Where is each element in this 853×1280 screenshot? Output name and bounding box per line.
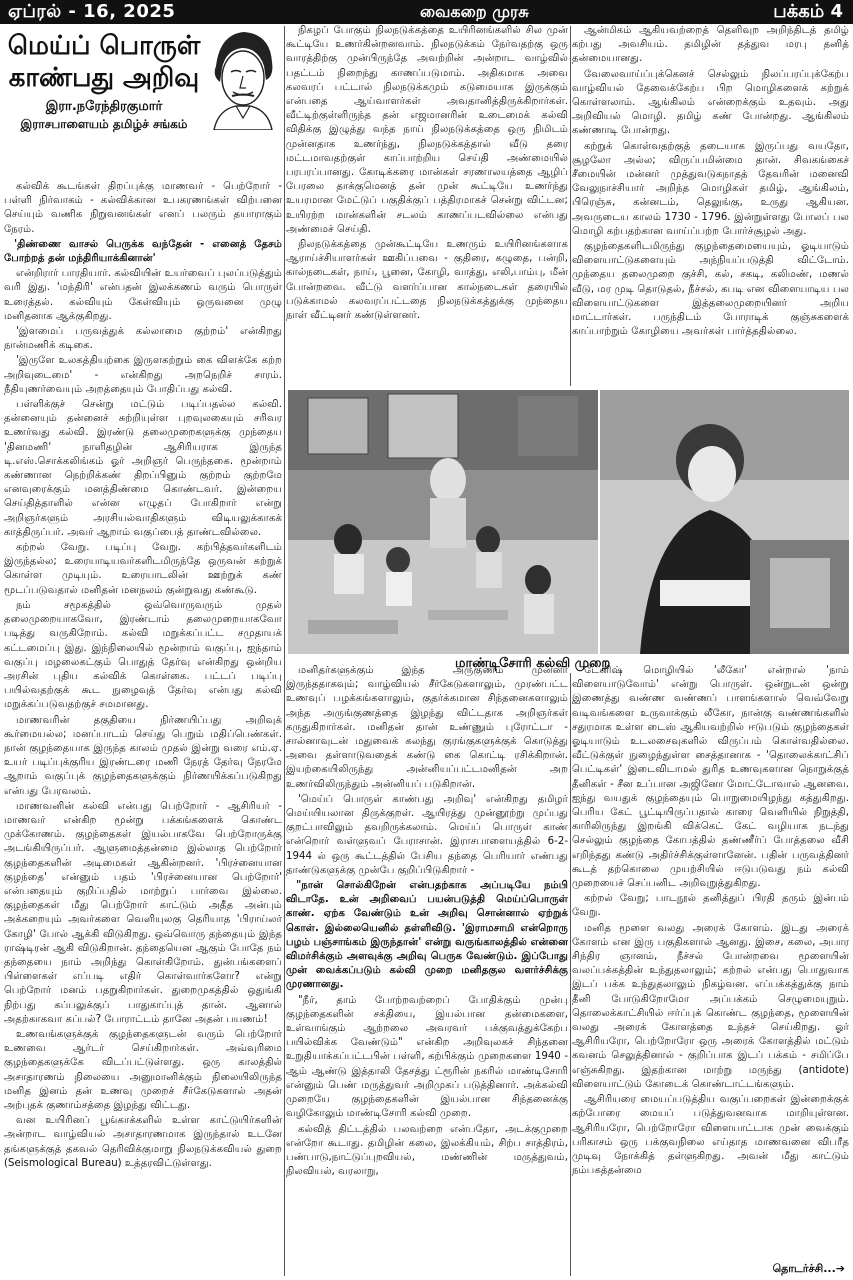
author-name: இரா.நரேந்திரகுமார்: [45, 99, 163, 114]
article-title-block: [4, 26, 282, 178]
issue-date: ஏப்ரல் - 16, 2025: [8, 0, 176, 22]
paragraph: கற்றல் வேறு; பாடநூல் தனித்துப் பிரதி தரும் இன்பம் வேறு.: [572, 893, 849, 919]
author-portrait-sketch: [206, 26, 280, 130]
paragraph: என்றிரார் பாரதியார். கல்வியின் உயர்வைப் புலப்படுத்தும் வரி இது. 'மந்திரி' என்பதன் இலக்கணம் வரும் பொருள் உரைத்தல். கல்வியும் கேள்வியும் ஒருவனை முழு மனிதனாக ஆக்குகிறது.: [4, 268, 282, 322]
newspaper-name: வைகறை முரசு: [419, 1, 529, 21]
article-title: [4, 30, 204, 132]
paragraph: ஆசிரியரை மையப்படுத்திய வகுப்பறைகள் இன்றைக்குக் கற்போரை மையப் படுத்துவனவாக மாறியுள்ளன. ஆசிரியரோ, பெற்றோரோ விளையாட்டாக முன் வைக்கும் பரிகாசம் ஒரு பக்குவநிலை எய்தாத மாணவனை விபரீத முடிவு நோக்கித் தள்ளுகிறது. அவன் மீது காட்டும் நம்பகத்தன்மை: [572, 1094, 849, 1177]
quote: "நான் சொல்கிறேன் என்பதற்காக அப்படியே நம்பி விடாதே. உன் அறிவைப் பயன்படுத்தி மெய்ப்பொருள் காண். ஏற்க வேண்டும் உன் அறிவு சொன்னால் ஏற்றுக் கொள். இல்லையெனில் தள்ளிவிடு. 'இராமசாமி என்றொரு பழம் பஞ்சாங்கம் இருந்தான்' என்று வருங்காலத்தில் என்னை விமர்சிக்கும் அளவுக்கு அறிவு பெருக வேண்டும். இப்போது முன் வைக்கப்படும் கல்வி முறை மனிதகுல வளர்ச்சிக்கு முரணானது.: [286, 880, 568, 991]
paragraph: குழந்தைகளிடமிருந்து குழந்தைமையையும், ஓடியாடும் விளையாட்டுகளையும் அந்நியப்படுத்தி விட்டோம். முந்தைய தலைமுறை குச்சி, கல், சகடி, கலிமண், மணல் வீடு, மர முடி தொடுதல், நீச்சல், கபடி என விளையாடிய பல விளையாட்டுகளை இத்தலைமுறையினர் அறிய மாட்டார்கள். பருந்திடம் போராடிக் குஞ்சுகளைக் காப்பாற்றும் கோழியை அவர்கள் பார்த்ததில்லை.: [572, 241, 849, 338]
paragraph: "நீர், தாம் போற்றவற்றைப் போதிக்கும் முன்பு குழந்தைகளின் சக்தியை, இயல்பான தன்மைகளை, உள்வாங்கும் ஆற்றலை அவரவர் பக்குவத்துக்கேற்ப பயில்விக்க வேண்டும்" என்கிற அறிவுலகச் சிந்தனை உறுதியாக்கப்பட்டபின் பள்ளி, கற்பிக்கும் முறைகளை 1940 - ஆம் ஆண்டு இத்தாலி தேசத்து ட்ரூரின் நகரில் மாண்டிசோரி என்னும் பெண் மருத்துவர் அறிமுகப் படுத்தினார். அக்கல்வி முறையே குழந்தைகளின் இயல்பான சிந்தனைக்கு வழிகோலும் மாண்டிசோரி கல்வி முறை.: [286, 994, 568, 1120]
title-line-2: காண்பது அறிவு: [8, 63, 200, 93]
article-column-5: [572, 664, 849, 1276]
maria-montessori-portrait-photo: [600, 390, 849, 654]
paragraph: கல்வித் திட்டத்தில் பலவற்றை என்பதோ, அடக்குமுறை என்றோ கூடாது. தமிழின் கலை, இலக்கியம், சிற்ப சாத்திரம், பண்பாடு,நாட்டுப்புறவியல், மண்ணின் மருத்துவம், நிலவியல், வரலாறு,: [286, 1123, 568, 1178]
article-column-1: [4, 180, 282, 1275]
paragraph: மாணவனின் கல்வி என்பது பெற்றோர் - ஆசிரியர் - மாணவர் என்கிற மூன்று பக்கங்களைக் கொண்ட முக்கோணம். குழந்தைகள் இயல்பாகவே பெற்றோருக்கு அடங்கியிருப்பர். ஆளுமைத்தன்மை இல்லாத பெற்றோர் குழந்தைகளின் அடிமைகள் ஆகின்றனர். 'பிரச்னையான குழந்தை' என்னும் பதம் 'பிரச்னையான பெற்றோர்' என்பதையும் குறிப்பதில் மாற்றுப் பார்வை இல்லை. குழந்தைகள் மீது பெற்றோர் காட்டும் அதீத அன்பும் அக்கறையும் அவர்களை வெளியுலகு தெரியாத 'பிராய்லர் கோழி' போல் ஆக்கி விடுகிறது. ஒவ்வொரு தந்தையும் இந்த ராஷ்டிரன் ஆகி விடுகிறான். தந்தையென ஆகும் போதே நம் தந்தையை நாம் அறிந்து கொள்கிறோம். துன்பங்களைப் பிள்ளைகள் எப்படி எதிர் கொள்வார்களோ? என்று பெற்றோர் மனம் பதறுகிறார்கள். துறைமுகத்தில் ஒதுங்கி நிற்பது கப்பலுக்குப் பாதுகாப்புத் தான். ஆனால் அதற்காகவா கப்பல்? போராட்டம் தானே அதன் பயணம்!: [4, 800, 282, 1025]
column-rule: [570, 664, 571, 1276]
paragraph: 'இளமைப் பருவத்துக் கல்லாமை குற்றம்' என்கிறது நான்மணிக் கடிகை.: [4, 326, 282, 352]
page-number: பக்கம் 4: [773, 0, 843, 22]
column-rule: [284, 26, 285, 1276]
paragraph: நிகழப் போகும் நிலநடுக்கத்தை உயிரினங்களில் சில முன் கூட்டியே உணர்கின்றனவாம். நிலநடுக்கம் நேர்வதற்கு ஒரு வாரத்திற்கு முன்பிருந்தே அவற்றின் அன்றாட வாழ்வில் பதட்டம் நிறைந்து காணப்படுமாம். அதிகமாக அவை கலவரப் பட்டால் நிலநடுக்கமும் கடுமையாக இருக்கும் என்பதை ஆய்வாளர்கள் அவதானித்திருக்கிறார்கள். வீட்டிற்குள்ளிருந்த தன் எஜமானரின் உடைமைக் கல்வி விதிக்கு இழுத்து வந்த நாய் நிலநடுக்கத்தை ஒரு நிமிடம் முன்னதாக உணர்ந்து, நிலநடுக்கத்தால் வீடு தரை மட்டமாவதற்குள் காப்பாற்றிய செய்தி அண்மையில் பரபரப்பானது. கோடிக்கரை மான்கள் சரணாலயத்தை ஆழிப் பேரலை தாக்குமெனத் தன் முன் கூட்டியே உணர்ந்து உயரமான மேட்டுப் பகுதிக்குப் பத்திரமாகச் சென்று விட்டன; உயிரற்ற மான்களின் சடலம் காணப்படவில்லை என்பது அண்மைச் செய்தி.: [286, 25, 568, 235]
montessori-classroom-photo: [288, 390, 598, 654]
paragraph: மாணவரின் தகுதியை நிர்ணயிப்பது அறிவுக் கூர்மையல்ல; மனப்பாடம் செய்து பெறும் மதிப்பெண்கள். நான் குழந்தையாக இருந்த காலம் முதல் இன்று வரை எம்.ஏ. உயர் படிப்புக்குரிய இரண்டரை மணி நேரத் தேர்வு நேரமே ஆறாம் வகுப்புக் குழந்தைகளுக்கும் நிர்ணயிக்கப்படுகிறது என்பது பேரவலம்.: [4, 714, 282, 797]
paragraph: நம் சமூகத்தில் ஒவ்வொருவரும் முதல் தலைமுறையாகவோ, இரண்டாம் தலைமுறையாகவோ படித்து வருகிறோம். கல்வி மறுக்கப்பட்ட சமுதாயக் கட்டமைப்பு இது. இந்நிலையில் மூன்றாம் வகுப்பு, ஐந்தாம் வகுப்பு மழலைகட்கும் பொதுத் தேர்வு என்கிறது ஒன்றிய அரசின் புதிய கல்விக் கொள்கை. பட்டப் படிப்பு பயில்வதற்குக் கூட நுழைவுத் தேர்வு என்பது கல்வி மறுக்கப்படுவதற்குச் சமமானது.: [4, 599, 282, 711]
paragraph: 'மெய்ப் பொருள் காண்பது அறிவு' என்கிறது தமிழர் மெய்யியலான திருக்குறள். ஆயிரத்து முன்னூற்று முப்பது குறட்பாவிலும் தவறிருக்கலாம். மெய்ப் பொருள் காண் என்றொர் வள்ளுவப் பேராசான். இராசபாளையத்தில் 6-2-1944 ல் ஒரு கூட்டத்தில் பேசிய தந்தை பெரியார் எண்பது தாண்டுகளுக்கு முன்பே குறிப்பிடுகிறார் -: [286, 793, 568, 876]
article-column-2: [286, 24, 568, 384]
paragraph: வேலைவாய்ப்புக்கெனச் செல்லும் நிலப்பரப்புக்கேற்ப வாழ்வியல் தேவைக்கேற்ப பிற மொழிகளைக் கற்றுக் கொள்ளலாம். ஆங்கிலம் என்றைக்கும் உதவும். அது அறிவியல் மொழி. தமிழ் கண் போன்றது. ஆங்கிலம் கண்ணாடி போன்றது.: [572, 68, 849, 137]
column-rule: [570, 26, 571, 386]
title-line-1: மெய்ப் பொருள்: [7, 31, 201, 61]
continued-link[interactable]: தொடர்ச்சி...➔: [772, 1262, 845, 1275]
paragraph: 'இருளே உலகத்தியற்கை இருளகற்றும் கை விளக்கே கற்ற அறிவுடைமை' - என்கிறது அறநெறிச் சாரம். நீதியுணர்வையும் அறத்தையும் போதிப்பது கல்வி.: [4, 355, 282, 395]
article-column-4: [286, 664, 568, 1276]
paragraph: ஆன்மிகம் ஆகியவற்றைத் தெளிவுற அறிந்திடத் தமிழ் கற்பது அவசியம். தமிழின் தத்துவ மரபு தனித் தன்மையானது.: [572, 25, 849, 65]
paragraph: உணவங்களுக்குக் குழந்தைகளுடன் வரும் பெற்றோர் உணவை ஆர்டர் செய்கிறார்கள். அவ்வுரிமை குழந்தைகளுக்கே விடப்பட்டுள்ளது. ஒரு காலத்தில் அசாதாரணம் நிலையை அனுமானிக்கும் நிலையிலிருந்த மனித இனம் தன் உணவு முறைச் சீர்கேடுகளால் அதன் அற்புதக் குணாம்சத்தை இழந்து விட்டது.: [4, 1028, 282, 1111]
page-header: [0, 0, 853, 24]
paragraph: கல்விக் கூடங்கள் திறப்புக்கு மாணவர் - பெற்றோர் - பள்ளி நிர்வாகம் - கல்விக்கான உபகரணங்கள் விற்பனை செய்யும் வணிக நிறுவனங்கள் எனப் பலரும் தயாராகும் நேரம்.: [4, 181, 282, 235]
paragraph: டேனிஷ் மொழியில் 'லீகோ' என்றால் 'நாம் விளையாடுவோம்' என்று பொருள். ஒன்றுடன் ஒன்று இணைத்து வண்ண வண்ணப் பாளங்களால் வெவ்வேறு வடிவங்களை உருவாக்கும் லீகோ, நான்கு வண்ணங்களில் சதுரமாக உள்ள டைஸ் ஆகியவற்றில் ஈடுபடும் குழந்தைகள் ஓடியாடும் உடலசைவுகளில் விருப்பம் கொள்வதில்லை. வீட்டுக்குள் நுழைந்துள்ள சைத்தானாக - 'தொலைக்காட்சிப் பெட்டிகள்' இடைவிடாமல் துரித உணவுகளான நொறுக்குத் தீனிகள் - சீன உப்பான அஜினோ மோட்டோவால் ஆனவை. ஐந்து வயதுக் குழந்தையும் பொறுமையிழந்து கத்துகிறது. பெரிய கேட் பூட்டியிருப்பதால் காரை வெளியில் நிறுத்தி, காரிலிருந்து இறங்கி விக்கெட் கேட் வழியாக நடந்து செல்லும் குழந்தை கோபத்தில் தண்ணீர்ப் போத்தலை வீசி எறிந்தது கண்டு அதிர்ச்சிக்குள்ளானேன். பதின் பருவத்தினர் கூடத் தற்கொலை முயற்சியில் ஈடுபடுவது நம் கல்வி முறையைச் செப்பனிட அறிவுறுத்துகிறது.: [572, 665, 849, 890]
paragraph: பள்ளிக்குச் சென்று மட்டும் படிப்பதல்ல கல்வி. தன்னையும் தன்னைச் சுற்றியுள்ள புறவுலகையும் சரிவர உணர்வது கல்வி. இரண்டு தலைமுறைகளுக்கு முந்தைய 'தினமணி' நாளிதழின் ஆசிரியராக இருந்த டி.எஸ்.சொக்கலிங்கம் ஓர் அறிஞர் பெருந்தகை. மூன்றாம் கண்ணான நெற்றிக்கண் திறப்பினும் குற்றம் குற்றமே எனவுரைக்கும் மனத்திண்மை கொண்டவர். இன்றைய செய்தித்தாளில் என்ன எழுதப் போகிறார் என்று அறிஞர்களும் அரசியல்வாதிகளும் விடியலுக்காகக் காத்திருப்பர். அவர் ஆறாம் வகுப்பைத் தாண்டவில்லை.: [4, 399, 282, 538]
paragraph: மனிதர்களுக்கும் இந்த அருகுணம் முன்னர் இருந்ததாகவும்; வாழ்வியல் சீர்கேடுகளாலும், முரண்பட்ட உணவுப் பழக்கங்களாலும், குதர்க்கமான சிந்தனைகளாலும் அந்த அருங்குணத்தை இழந்து விட்டதாக அறிஞர்கள் கருதுகிறார்கள். மனிதன் தான் உண்ணும் புரோட்டா - சால்னாவுடன் மதுவைக் கலந்து குரங்குகளுக்குக் கொடுத்து அவை தள்ளாடுவதைக் கண்டு கை கொட்டி ரசிக்கிறான். இயற்கையிலிருந்து அன்னியப்பட்டமனிதன் அற உணர்விலிருந்தும் அன்னியப் படுகிறான்.: [286, 665, 568, 790]
quote: 'திண்ணை வாசல் பெருக்க வந்தேன் - எனைத் தேசம் போற்றத் தன் மந்திரியாக்கினான்': [4, 238, 282, 265]
paragraph: வன உயிரினப் பூங்காக்களில் உள்ள காட்டுயிர்களின் அன்றாட வாழ்வியல் அசாதாரணமாக இருந்தால் உடனே தங்களுக்குத் தகவல் தெரிவிக்குமாறு நிலநடுக்கவியல் துறை (Seismological Bureau) உத்தரவிட்டுள்ளது.: [4, 1115, 282, 1169]
photo-caption: மாண்டிசோரி கல்வி முறை: [445, 655, 620, 673]
article-column-3: [572, 24, 849, 384]
paragraph: கற்றுக் கொள்வதற்குத் தடையாக இருப்பது வயதோ, சூழலோ அல்ல; விருப்பமின்மை தான். சிவகங்கைச் சீமையின் மன்னர் முத்துவடுகநாதத் தேவரின் மனைவி வேலுநாச்சியார் அறிந்த மொழிகள் தமிழ், ஆங்கிலம், பிரெஞ்சு, கன்னடம், தெலுங்கு, உருது ஆகியன. அவருடைய காலம் 1730 - 1796. இன்றுள்ளது போலப் பல மொழி கற்பதற்கான வாய்ப்பற்ற போர்ச்சூழல் அது.: [572, 140, 849, 237]
paragraph: நிலநடுக்கத்தை முன்கூட்டியே உணரும் உயிரினங்களாக ஆராய்ச்சியாளர்கள் ஊகிப்பவை - குதிரை, கழுதை, பன்றி, கால்நடைகள், நாய், பூனை, கோழி, வாத்து, எலி,பாம்பு, மீன் போன்றவை. வீட்டு வளர்ப்பான கால்நடைகள் தரையில் படுக்காமல் கலவரப்பட்டதை நிலநடுக்கத்துக்கு முந்தைய நாள் வீட்டினர் கண்டுள்ளனர்.: [286, 239, 568, 322]
paragraph: கற்றல் வேறு. படிப்பு வேறு. கற்பித்தவர்களிடம் இருந்தல்ல; உரையாடியவர்களிடமிருந்தே ஒருவன் கற்றுக் கொள்ள முடியும். உரையாடலின் ஊற்றுக் கண் மூடப்படுவதால் மனிதன் மனநலம் குன்றுவது கண்கூடு.: [4, 542, 282, 596]
author-organization: இராசபாளையம் தமிழ்ச் சங்கம்: [20, 117, 188, 131]
paragraph: மனித மூளை வலது அரைக் கோளம். இடது அரைக் கோளம் என இரு பகுதிகளால் ஆனது. இசை, கலை, அபார சிந்திர ஞானம், நீச்சல் போன்றவை மூளையின் வலப்பக்கத்தின் உந்துதலாலும்; கற்றல் என்பது பொதுவாக இடப் பக்க உந்துதலாலும் நிகழ்வன. எப்பக்கத்துக்கு நாம் தீனி போடுகிறோமோ அப்பக்கம் செழுமையுறும். தொலைக்காட்சியில் ஈர்ப்புக் கொண்ட குழந்தை, மூளையின் வலது அரைக் கோளத்தை உந்தச் செய்கிறது. ஓர் ஆசிரியரோ, பெற்றோரோ ஒரு அரைக் கோளத்தில் மட்டும் கவனம் செலுத்தினால் - குறிப்பாக இடப் பக்கம் - சமிப்பே எஞ்சுகிறது. இதற்கான மாற்று மருந்து (antidote) விளையாட்டும் கோடைக் கொண்டாட்டங்களும்.: [572, 922, 849, 1090]
